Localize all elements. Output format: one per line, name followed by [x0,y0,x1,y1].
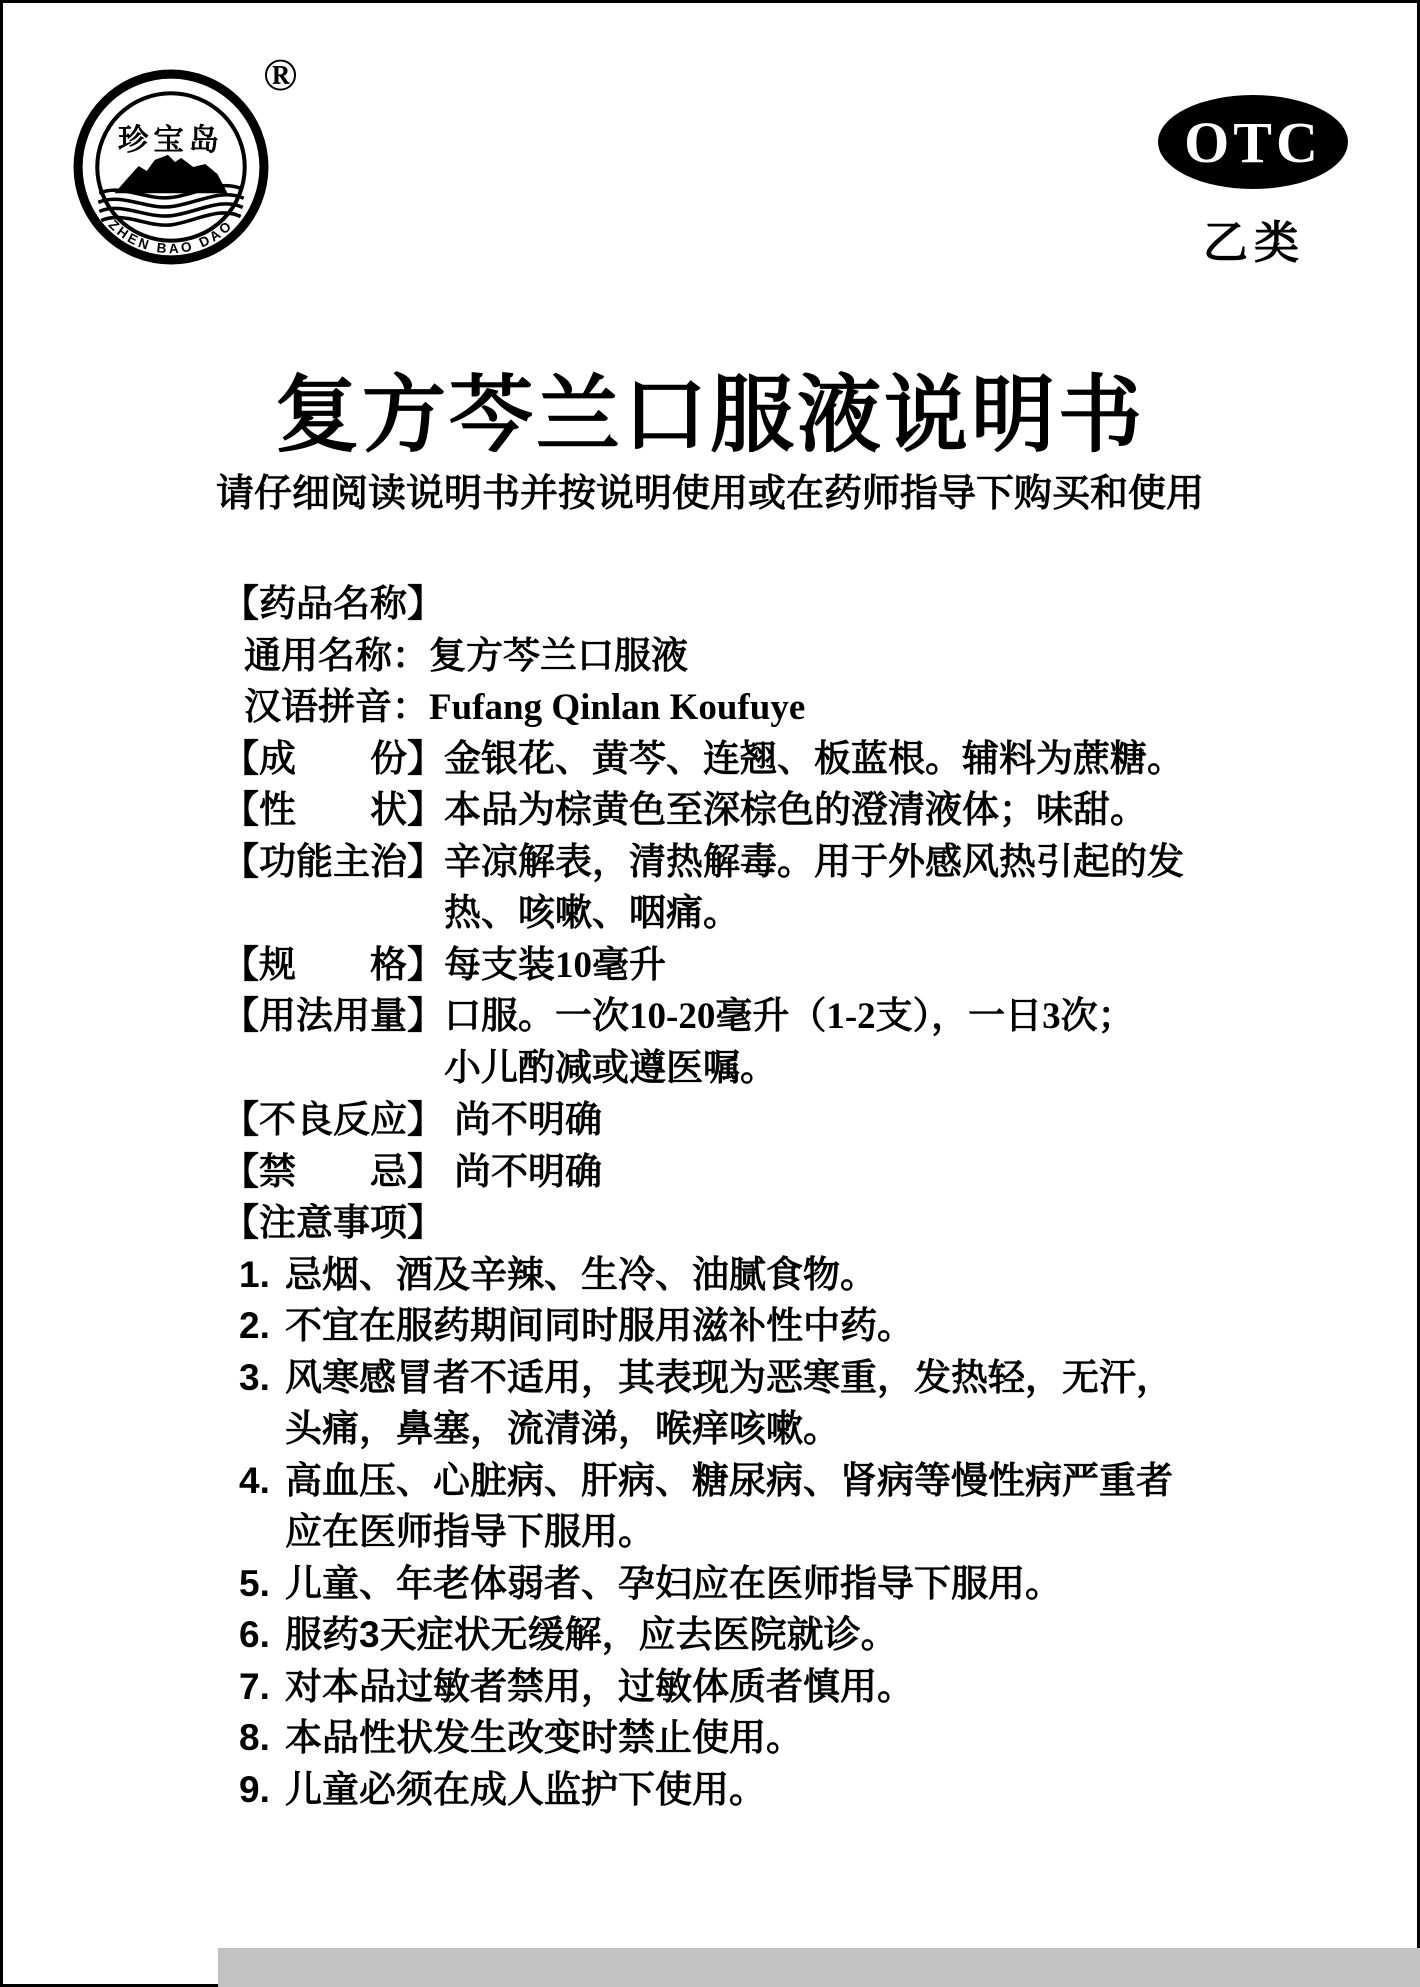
body-line [222,1300,1282,1352]
body-line [222,1197,1282,1249]
section-label: 【性 状】 [222,790,444,831]
registered-trademark-symbol: ® [263,49,298,100]
item-number: 8. [239,1717,270,1758]
line-text: 对本品过敏者禁用，过敏体质者慎用。 [285,1665,914,1707]
body-line [222,1506,1282,1558]
body-line [222,1712,1282,1764]
line-text: 通用名称：复方芩兰口服液 [244,635,688,677]
page-subtitle: 请仔细阅读说明书并按说明使用或在药师指导下购买和使用 [215,473,1204,515]
body-line [222,1043,1282,1095]
line-text: 每支装10毫升 [444,944,666,986]
item-number: 3. [239,1356,270,1398]
line-text: 口服。一次10-20毫升（1-2支），一日3次； [444,996,1135,1037]
footer-bar [218,1948,1420,1987]
logo-name-text: 珍宝岛 [117,123,225,157]
body-line [222,837,1282,889]
line-text: 服药3天症状无缓解，应去医院就诊。 [285,1614,898,1655]
line-text: 本品性状发生改变时禁止使用。 [285,1717,803,1758]
body-line [222,1249,1282,1301]
section-label: 【禁 忌】 [222,1150,444,1192]
page-title: 复方芩兰口服液说明书 [274,370,1145,463]
body-line [222,631,1282,683]
line-text: 头痛，鼻塞，流清涕，喉痒咳嗽。 [285,1408,840,1449]
body-line [222,734,1282,786]
item-number: 5. [239,1562,270,1604]
line-text: 应在医师指导下服用。 [285,1511,655,1552]
item-number: 2. [239,1305,270,1346]
body-line [222,1455,1282,1507]
section-label: 【不良反应】 [222,1099,444,1140]
line-text: 金银花、黄芩、连翘、板蓝根。辅料为蔗糖。 [444,738,1184,780]
line-text: 汉语拼音：Fufang Qinlan Koufuye [244,687,806,728]
body-line [222,1661,1282,1713]
otc-oval [1158,95,1348,189]
body-line [222,940,1282,992]
otc-category-label: 乙类 [1202,217,1305,268]
body-line [222,785,1282,837]
section-label: 【用法用量】 [222,996,444,1037]
brand-logo [70,49,310,274]
body-line [222,682,1282,734]
zhenbaodao-logo-icon [70,66,272,268]
line-text: 忌烟、酒及辛辣、生冷、油腻食物。 [285,1253,877,1295]
line-text: 儿童必须在成人监护下使用。 [285,1768,766,1810]
line-text: 不宜在服药期间同时服用滋补性中药。 [285,1305,914,1346]
line-text: 小儿酌减或遵医嘱。 [444,1047,777,1089]
item-number: 9. [239,1768,270,1810]
body-line [222,1352,1282,1404]
document-body [222,579,1282,1815]
line-text: 儿童、年老体弱者、孕妇应在医师指导下服用。 [285,1562,1062,1604]
line-text: 尚不明确 [454,1150,602,1192]
otc-label: OTC [1184,109,1322,175]
body-line [222,1094,1282,1146]
line-text: 辛凉解表，清热解毒。用于外感风热引起的发 [444,841,1184,883]
line-text: 本品为棕黄色至深棕色的澄清液体；味甜。 [444,790,1147,831]
section-label: 【功能主治】 [222,841,444,883]
body-line [222,1609,1282,1661]
body-line [222,888,1282,940]
body-line [222,991,1282,1043]
line-text: 尚不明确 [454,1099,602,1140]
line-text: 风寒感冒者不适用，其表现为恶寒重，发热轻，无汗， [285,1356,1173,1398]
body-line [222,579,1282,631]
item-number: 1. [239,1253,270,1295]
item-number: 4. [239,1459,270,1501]
logo-romanized-text: ZHEN BAO DAO [105,216,237,257]
item-number: 7. [239,1665,270,1707]
section-label: 【规 格】 [222,944,444,986]
line-text: 高血压、心脏病、肝病、糖尿病、肾病等慢性病严重者 [285,1459,1173,1501]
body-line [222,1403,1282,1455]
otc-badge [1158,95,1350,271]
body-line [222,1764,1282,1816]
body-line [222,1558,1282,1610]
section-label: 【成 份】 [222,738,444,780]
section-label: 【药品名称】 [222,584,444,625]
section-label: 【注意事项】 [222,1202,444,1243]
line-text: 热、咳嗽、咽痛。 [444,893,740,934]
item-number: 6. [239,1614,270,1655]
body-line [222,1146,1282,1198]
